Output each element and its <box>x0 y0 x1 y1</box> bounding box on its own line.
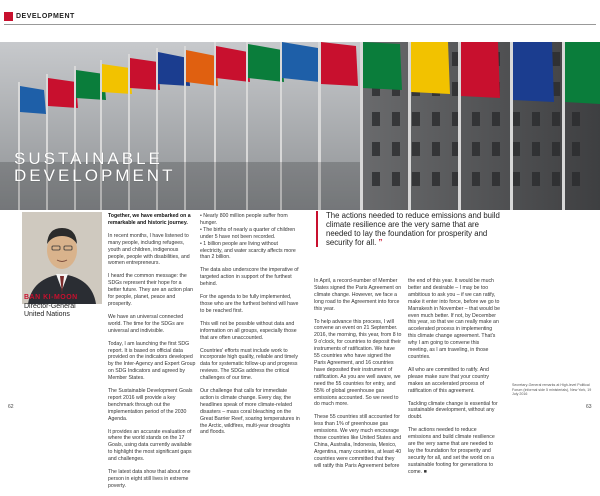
paragraph: We have an universal connected world. The time for the SDGs are universal and indivisible. <box>108 313 184 334</box>
paragraph: The Sustainable Development Goals report 2016 will provide a key benchmark through out the implementation period of the 2030 Agenda. <box>108 388 193 422</box>
paragraph: I heard the common message: the SDGs represent their hope for a better future. They are an action plan for people, planet, peace and prosperity. <box>108 273 193 307</box>
paragraph: Tackling climate change is essential for sustainable development, without any doubt. <box>408 400 498 421</box>
paragraph: In April, a record-number of Member States signed the Paris Agreement on climate change. However, we face a long road to the Agreement into force this year. <box>314 278 402 312</box>
paragraph: The actions needed to reduce emissions and build climate resilience are the very same that are needed to lay the foundation for prosperity and security for all, and set the world on a sustainable footing for generations to come. ■ <box>408 427 495 475</box>
caption-name: BAN KI-MOON <box>24 294 78 301</box>
portrait-illustration <box>22 212 102 304</box>
paragraph: It provides an accurate evaluation of where the world stands on the 17 Goals, using data currently available to highlight the most significant gaps and challenges. <box>108 428 192 463</box>
title-line-1: SUSTAINABLE <box>14 149 163 168</box>
paragraph: Together, we have embarked on a remarkable and historic journey. <box>108 213 191 226</box>
section-tag <box>4 10 75 22</box>
pull-quote-text: The actions needed to reduce emissions and build climate resilience are the very same that are needed to lay the foundation for prosperity and security for all. <box>326 211 500 247</box>
section-label: DEVELOPMENT <box>16 12 75 20</box>
caption-role: Director-General <box>24 302 76 310</box>
paragraph: All who are committed to ratify. And please make sure that your country makes an accelerated process of ratification of this agreement. <box>408 366 490 394</box>
pull-quote <box>316 211 500 247</box>
portrait-photo <box>22 212 102 304</box>
caption-org: United Nations <box>24 311 70 318</box>
text-column-3 <box>314 278 402 476</box>
text-column-1 <box>108 213 196 496</box>
photo-note: Secretary-General remarks at High-level Political Forum (informal side 5 ministerials), New York, 19 July 2016 <box>512 383 592 397</box>
paragraph: Our challenge that calls for immediate action is climate change. Every day, the headlines speak of more climate-related disasters – mass coral bleaching on the Great Barrier Reef, soaring temperatures in the Arctic, wildfires, multi-year droughts and floods. <box>200 388 300 436</box>
section-marker <box>4 12 13 21</box>
paragraph: To help advance this process, I will convene an event on 21 September. 2016, the morning, this year, from 8 to 9 o'clock, for countries to deposit their instruments of ratification. We have 55 countries who have signed the Paris Agreement, and 16 countries have deposited their instrument of ratification. As you are well aware, we need the 55 countries for entry, and 55% of global greenhouse gas emissions accounted. So we need to do much more. <box>314 318 402 408</box>
paragraph: For the agenda to be fully implemented, those who are the furthest behind will have to be reached first. <box>200 294 299 314</box>
text-column-4 <box>408 278 500 482</box>
paragraph: In recent months, I have listened to many people, including refugees, youth and children, indigenous people, people with disabilities, and women entrepreneurs. <box>108 232 190 267</box>
title-line-2: DEVELOPMENT <box>14 166 176 185</box>
paragraph: These 55 countries still accounted for less than 1% of greenhouse gas emissions. We very much encourage those countries like United States and China, Australia, Indonesia, Mexico, Argentina, many countries, at least 40 countries were committed that they will ratify this Paris Agreement before <box>314 414 402 469</box>
paragraph: the end of this year. It would be much better and desirable – I may be too ambitious to ask you – if we can ratify, make it enter into force, before we go to Marrakesh in November – that would be even much better. If not, by December this year, so that we can really make an accelerated process in implementing this climate change agreement. That's why I am going to convene this meeting, as I am traveling, in those countries. <box>408 278 500 360</box>
bullet-list: • Nearly 800 million people suffer from hunger. • The births of nearly a quarter of children under 5 have not been recorded. • 1 billion people are living without electricity, and water scarcity affects more than 2 billion. <box>200 213 296 261</box>
portrait-caption <box>24 294 104 320</box>
page-title <box>14 150 175 184</box>
paragraph: This will not be possible without data and information on all groups, especially those that are often unaccounted. <box>200 320 297 341</box>
header-rule <box>4 24 596 25</box>
page-number-right: 63 <box>586 404 592 410</box>
text-column-2 <box>200 213 300 442</box>
paragraph: The latest data show that about one person in eight still lives in extreme poverty. <box>108 469 191 489</box>
paragraph: Countries' efforts must include work to incorporate high quality, reliable and timely data for systematic follow-up and progress reviews. The SDGs address the critical challenges of our time. <box>200 347 298 382</box>
paragraph: Today, I am launching the first SDG report. It is based on official data provided on the indicators developed by the Inter-Agency and Expert Group on SDG Indicators and agreed by Member States. <box>108 340 196 382</box>
page-number-left: 62 <box>8 404 14 410</box>
quote-end-mark: ” <box>378 238 383 247</box>
paragraph: The data also underscore the imperative of targeted action in support of the furthest behind. <box>200 267 299 288</box>
